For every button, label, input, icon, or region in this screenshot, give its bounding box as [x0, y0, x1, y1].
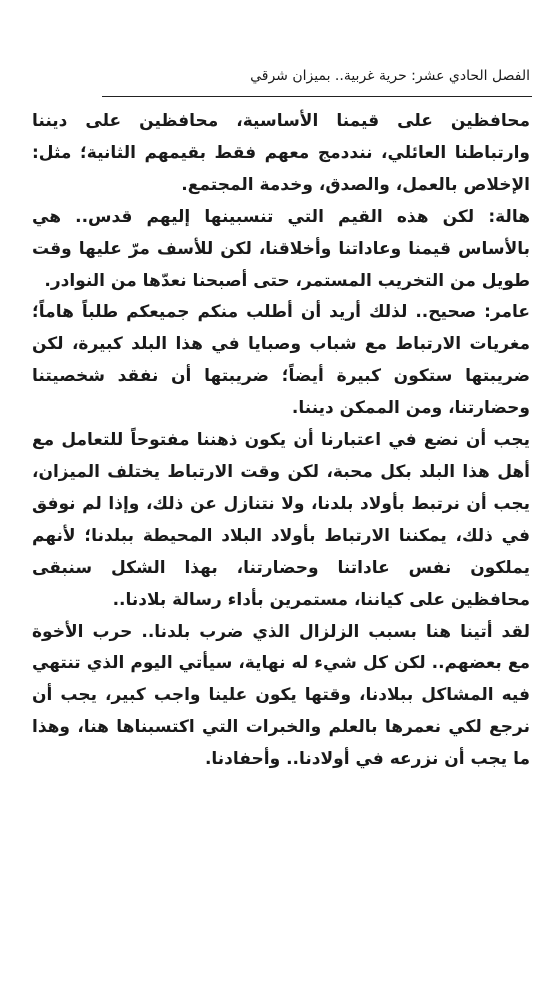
page-body [32, 106, 530, 776]
paragraph [32, 106, 530, 202]
paragraph-text: صحيح.. لذلك أريد أن أطلب منكم جميعكم طلباً هاماً؛ مغريات الارتباط مع شباب وصبايا في هذا البلد كبيرة، لكن ضريبتها ستكون كبيرة أيضاً؛ ضريبتها أن نفقد شخصيتنا وحضارتنا، ومن الممكن ديننا. [32, 302, 530, 419]
running-header: الفصل الحادي عشر: حرية غربية.. بميزان شرقي [250, 68, 530, 84]
paragraph [32, 425, 530, 616]
paragraph-text: لقد أتينا هنا بسبب الزلزال الذي ضرب بلدنا.. حرب الأخوة مع بعضهم.. لكن كل شيء له نهاية، سيأتي اليوم الذي تنتهي فيه المشاكل ببلادنا، وقتها يكون علينا واجب كبير، يجب أن نرجع لكي نعمرها بالعلم والخبرات التي اكتسبناها هنا، وهذا ما يجب أن نزرعه في أولادنا.. وأحفادنا. [32, 621, 530, 770]
paragraph [32, 617, 530, 777]
speaker-label: هالة: [474, 206, 530, 227]
paragraph [32, 297, 530, 425]
paragraph-text: محافظين على قيمنا الأساسية، محافظين على ديننا وارتباطنا العائلي، ننددمج معهم فقط بقيمهم الثانية؛ مثل: الإخلاص بالعمل، والصدق، وخدمة المجتمع. [32, 111, 530, 195]
paragraph [32, 202, 530, 298]
paragraph-text: يجب أن نضع في اعتبارنا أن يكون ذهننا مفتوحاً للتعامل مع أهل هذا البلد بكل محبة، لكن وقت الارتباط يختلف الميزان، يجب أن نرتبط بأولاد بلدنا، ولا نتنازل عن ذلك، وإذا لم نوفق في ذلك، يمكننا الارتباط بأولاد البلاد المحيطة ببلدنا؛ لأنهم يملكون نفس عاداتنا وحضارتنا، بهذا الشكل سنبقى محافظين على كياننا، مستمرين بأداء رسالة بلادنا.. [32, 430, 530, 610]
paragraph-text: لكن هذه القيم التي تنسبينها إليهم قدس.. هي بالأساس قيمنا وعاداتنا وأخلاقنا، لكن للأسف مرّ عليها وقت طويل من التخريب المستمر، حتى أصبحنا نعدّها من النوادر. [32, 206, 530, 291]
header-rule [102, 96, 532, 97]
speaker-label: عامر: [476, 302, 530, 323]
